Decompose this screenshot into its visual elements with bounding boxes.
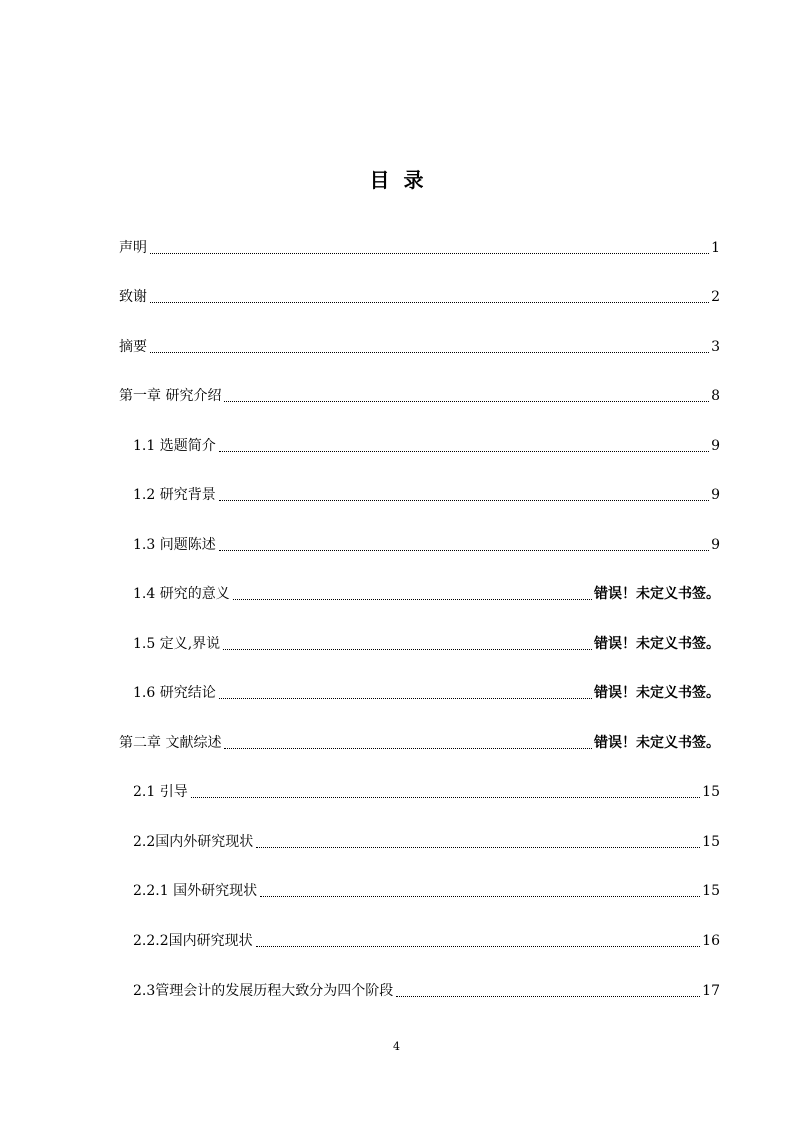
toc-entry-page: 15	[702, 883, 720, 899]
toc-entry-page: 9	[711, 537, 720, 553]
toc-entry-label: 致谢	[119, 289, 147, 305]
toc-entry-label: 2.2国内外研究现状	[133, 834, 254, 850]
toc-dot-leader	[150, 253, 709, 254]
toc-dot-leader	[260, 896, 700, 897]
toc-entry-page: 15	[702, 784, 720, 800]
toc-entry-acknowledgements[interactable]	[119, 281, 720, 307]
toc-dot-leader	[256, 946, 701, 947]
toc-entry-label: 2.1 引导	[133, 784, 188, 800]
toc-entry-2-2[interactable]	[133, 826, 720, 852]
toc-entry-1-5[interactable]	[133, 628, 720, 654]
toc-dot-leader	[224, 401, 709, 402]
toc-entry-label: 2.3管理会计的发展历程大致分为四个阶段	[133, 983, 394, 999]
toc-entry-page: 17	[702, 983, 720, 999]
toc-entry-label: 1.1 选题简介	[133, 438, 216, 454]
toc-entry-page: 16	[702, 933, 720, 949]
toc-entry-1-4[interactable]	[133, 578, 720, 604]
toc-entry-label: 1.6 研究结论	[133, 685, 216, 701]
toc-dot-leader	[224, 748, 592, 749]
toc-entry-label: 2.2.1 国外研究现状	[133, 883, 258, 899]
toc-entry-label: 1.4 研究的意义	[133, 586, 230, 602]
toc-entry-label: 1.5 定义,界说	[133, 636, 221, 652]
toc-entry-label: 1.3 问题陈述	[133, 537, 216, 553]
toc-bookmark-error: 错误！未定义书签。	[594, 586, 720, 602]
toc-dot-leader	[256, 847, 700, 848]
toc-dot-leader	[150, 302, 709, 303]
toc-entry-2-1[interactable]	[133, 776, 720, 802]
toc-entry-statement[interactable]	[119, 232, 720, 258]
toc-entry-chapter-1[interactable]	[119, 380, 720, 406]
toc-dot-leader	[219, 698, 592, 699]
toc-entry-label: 第二章 文献综述	[119, 735, 222, 751]
toc-entry-label: 第一章 研究介绍	[119, 388, 222, 404]
toc-bookmark-error: 错误！未定义书签。	[594, 636, 720, 652]
toc-dot-leader	[219, 550, 709, 551]
toc-dot-leader	[396, 996, 700, 997]
toc-entry-1-1[interactable]	[133, 430, 720, 456]
toc-entry-chapter-2[interactable]	[119, 727, 720, 753]
toc-entry-label: 2.2.2国内研究现状	[133, 933, 253, 949]
toc-entry-abstract[interactable]	[119, 331, 720, 357]
toc-dot-leader	[223, 649, 592, 650]
toc-bookmark-error: 错误！未定义书签。	[594, 735, 720, 751]
toc-entry-label: 摘要	[119, 339, 147, 355]
toc-title: 目 录	[369, 168, 424, 192]
toc-dot-leader	[191, 797, 700, 798]
toc-entry-page: 2	[711, 289, 720, 305]
toc-entry-2-3[interactable]	[133, 975, 720, 1001]
toc-dot-leader	[150, 352, 709, 353]
toc-entry-label: 1.2 研究背景	[133, 487, 216, 503]
toc-entry-page: 9	[711, 487, 720, 503]
toc-entry-page: 1	[711, 240, 720, 256]
toc-dot-leader	[233, 599, 592, 600]
toc-entry-1-3[interactable]	[133, 529, 720, 555]
toc-entry-2-2-2[interactable]	[133, 925, 720, 951]
toc-dot-leader	[219, 500, 709, 501]
toc-entry-page: 8	[711, 388, 720, 404]
toc-entry-page: 15	[702, 834, 720, 850]
toc-entry-page: 3	[711, 339, 720, 355]
toc-entry-label: 声明	[119, 240, 147, 256]
toc-entry-2-2-1[interactable]	[133, 875, 720, 901]
page-number: 4	[393, 1040, 400, 1053]
toc-dot-leader	[219, 451, 709, 452]
toc-entry-1-6[interactable]	[133, 677, 720, 703]
toc-entry-1-2[interactable]	[133, 479, 720, 505]
toc-entry-page: 9	[711, 438, 720, 454]
toc-bookmark-error: 错误！未定义书签。	[594, 685, 720, 701]
